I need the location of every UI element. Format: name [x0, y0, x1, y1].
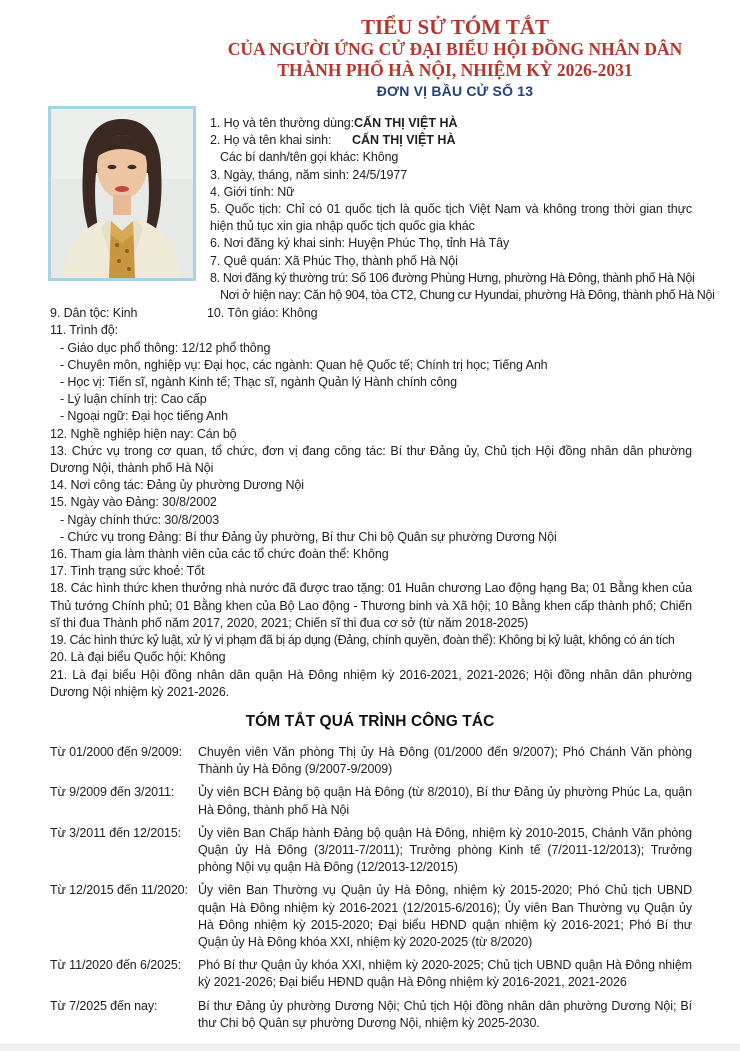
- personal-info-right-column: [210, 106, 715, 304]
- profile-line: 5. Quốc tịch: Chỉ có 01 quốc tịch là quốc tịch Việt Nam và không trong thời gian thực hiện thủ tục xin gia nhập quốc tịch quốc gia khác: [210, 202, 692, 234]
- profile-line-col: 9. Dân tộc: Kinh: [50, 306, 138, 321]
- profile-line: 4. Giới tính: Nữ: [210, 184, 295, 199]
- portrait-illustration: [51, 109, 193, 278]
- field-label: 2. Họ và tên khai sinh:: [210, 133, 332, 148]
- profile-line: 7. Quê quán: Xã Phúc Thọ, thành phố Hà Nội: [210, 253, 458, 268]
- profile-line: - Chuyên môn, nghiệp vụ: Đại học, các ngành: Quan hệ Quốc tế; Chính trị học; Tiếng Anh: [60, 357, 548, 372]
- profile-line: 16. Tham gia làm thành viên của các tổ chức đoàn thể: Không: [50, 547, 389, 562]
- profile-line: - Lý luận chính trị: Cao cấp: [60, 392, 207, 407]
- profile-line-col: 10. Tôn giáo: Không: [207, 306, 318, 321]
- career-detail: Ủy viên Ban Thường vụ Quận ủy Hà Đông, nhiệm kỳ 2015-2020; Phó Chủ tịch UBND quận Hà Đông nhiệm kỳ 2016-2021 (12/2015-6/2016); Ủy viên Ban Thường vụ Quận ủy Hà Đông nhiệm kỳ 2015-2020; Đại biểu HĐND quận nhiệm kỳ 2016-2021; Phó Bí thư Quận ủy Hà Đông khóa XXI, nhiệm kỳ 2020-2025 (từ 8/2020): [198, 883, 692, 949]
- career-period: Từ 3/2011 đến 12/2015:: [50, 825, 182, 840]
- career-section-title: TÓM TẮT QUÁ TRÌNH CÔNG TÁC: [245, 712, 495, 730]
- career-period: Từ 11/2020 đến 6/2025:: [50, 958, 182, 973]
- career-period: Từ 7/2025 đến nay:: [50, 998, 158, 1013]
- profile-line: - Giáo dục phổ thông: 12/12 phổ thông: [60, 340, 271, 355]
- page-title: TIỂU SỬ TÓM TẮT: [360, 15, 550, 39]
- field-value-bold: CẤN THỊ VIỆT HÀ: [352, 133, 456, 148]
- career-table: [0, 744, 740, 1032]
- profile-line: 6. Nơi đăng ký khai sinh: Huyện Phúc Thọ, tỉnh Hà Tây: [210, 236, 510, 251]
- profile-line: - Học vị: Tiến sĩ, ngành Kinh tế; Thạc sĩ, ngành Quản lý Hành chính công: [60, 375, 457, 390]
- career-detail: Chuyên viên Văn phòng Thị ủy Hà Đông (01/2000 đến 9/2007); Phó Chánh Văn phòng Thành ủy Hà Đông (9/2007-9/2009): [198, 744, 692, 777]
- profile-line: 21. Là đại biểu Hội đồng nhân dân quận Hà Đông nhiệm kỳ 2016-2021, 2021-2026; Hội đồng nhân dân phường Dương Nội nhiệm kỳ 2021-2026.: [50, 667, 692, 699]
- bottom-strip: [0, 1044, 740, 1051]
- profile-line: 12. Nghề nghiệp hiện nay: Cán bộ: [50, 426, 237, 441]
- career-row: [50, 957, 692, 991]
- career-detail: Bí thư Đảng ủy phường Dương Nội; Chủ tịch Hội đồng nhân dân phường Dương Nội; Bí thư Chi bộ Quân sự phường Dương Nội, nhiệm kỳ 2025-2030.: [198, 998, 692, 1030]
- career-row: [50, 744, 692, 778]
- profile-line: 13. Chức vụ trong cơ quan, tổ chức, đơn vị đang công tác: Bí thư Đảng ủy, Chủ tịch Hội đồng nhân dân phường Dương Nội, thành phố Hà Nội: [50, 443, 692, 476]
- election-unit-label: ĐƠN VỊ BẦU CỬ SỐ 13: [376, 83, 534, 99]
- career-detail: Ủy viên BCH Đảng bộ quận Hà Đông (từ 8/2010), Bí thư Đảng ủy phường Phúc La, quận Hà Đông, thành phố Hà Nội: [198, 785, 692, 817]
- profile-line: Nơi ở hiện nay: Căn hộ 904, tòa CT2, Chung cư Hyundai, phường Hà Đông, thành phố Hà Nội: [220, 288, 715, 303]
- profile-line: 15. Ngày vào Đảng: 30/8/2002: [50, 495, 217, 510]
- personal-info-full-width: [0, 304, 740, 701]
- profile-line: [50, 305, 692, 322]
- profile-line: 3. Ngày, tháng, năm sinh: 24/5/1977: [210, 167, 408, 182]
- career-period: Từ 12/2015 đến 11/2020:: [50, 883, 188, 898]
- profile-line: Các bí danh/tên gọi khác: Không: [220, 150, 399, 165]
- page-subtitle-2: THÀNH PHỐ HÀ NỘI, NHIỆM KỲ 2026-2031: [277, 59, 633, 80]
- career-detail: Phó Bí thư Quận ủy khóa XXI, nhiệm kỳ 2020-2025; Chủ tịch UBND quận Hà Đông nhiệm kỳ 2021-2026; Đại biểu HĐND quận Hà Đông nhiệm kỳ 2016-2021, 2021-2026: [198, 958, 692, 990]
- profile-line: [210, 132, 692, 149]
- profile-line: 18. Các hình thức khen thưởng nhà nước đã được trao tặng: 01 Huân chương Lao động hạng Ba; 01 Bằng khen của Thủ tướng Chính phủ; 01 Bằng khen của Bộ Lao động - Thương binh và Xã hội; 10 Bằng khen cấp thành phố; Chiến sĩ thi đua Thành phố năm 2017, 2020, 2021; Chiến sĩ thi đua cơ sở (từ năm 2018-2025): [50, 581, 692, 630]
- career-row: [50, 784, 692, 818]
- profile-line: 20. Là đại biểu Quốc hội: Không: [50, 650, 226, 665]
- page-subtitle-1: CỦA NGƯỜI ỨNG CỬ ĐẠI BIỂU HỘI ĐỒNG NHÂN DÂN: [227, 39, 683, 59]
- profile-line: 17. Tình trạng sức khoẻ: Tốt: [50, 564, 205, 579]
- candidate-photo: [48, 106, 196, 281]
- document-header: [0, 0, 740, 100]
- profile-line: - Ngày chính thức: 30/8/2003: [60, 512, 220, 527]
- career-period: Từ 9/2009 đến 3/2011:: [50, 785, 175, 800]
- career-row: [50, 882, 692, 951]
- field-value-bold: CẤN THỊ VIỆT HÀ: [354, 116, 458, 130]
- profile-line: 19. Các hình thức kỷ luật, xử lý vi phạm đã bị áp dụng (Đảng, chính quyền, đoàn thể): Không bị kỷ luật, không có án tích: [50, 633, 675, 648]
- profile-line: - Chức vụ trong Đảng: Bí thư Đảng ủy phường, Bí thư Chi bộ Quân sự phường Dương Nội: [60, 529, 557, 544]
- profile-line: 11. Trình độ:: [50, 323, 118, 338]
- profile-line: [210, 115, 692, 132]
- career-period: Từ 01/2000 đến 9/2009:: [50, 744, 182, 759]
- profile-line: 14. Nơi công tác: Đảng ủy phường Dương Nội: [50, 478, 304, 493]
- career-detail: Ủy viên Ban Chấp hành Đảng bộ quận Hà Đông, nhiệm kỳ 2010-2015, Chánh Văn phòng Quận ủy Hà Đông (3/2011-7/2011); Trưởng phòng Kinh tế (7/2011-12/2013); Trưởng phòng Nội vụ quận Hà Đông (12/2013-12/2015): [198, 825, 692, 875]
- career-row: [50, 825, 692, 877]
- top-section: [0, 100, 740, 304]
- field-label: 1. Họ và tên thường dùng:: [210, 116, 355, 130]
- profile-line: - Ngoại ngữ: Đại học tiếng Anh: [60, 409, 228, 424]
- career-row: [50, 998, 692, 1032]
- profile-line: 8. Nơi đăng ký thường trú: Số 106 đường Phùng Hưng, phường Hà Đông, thành phố Hà Nội: [210, 270, 695, 285]
